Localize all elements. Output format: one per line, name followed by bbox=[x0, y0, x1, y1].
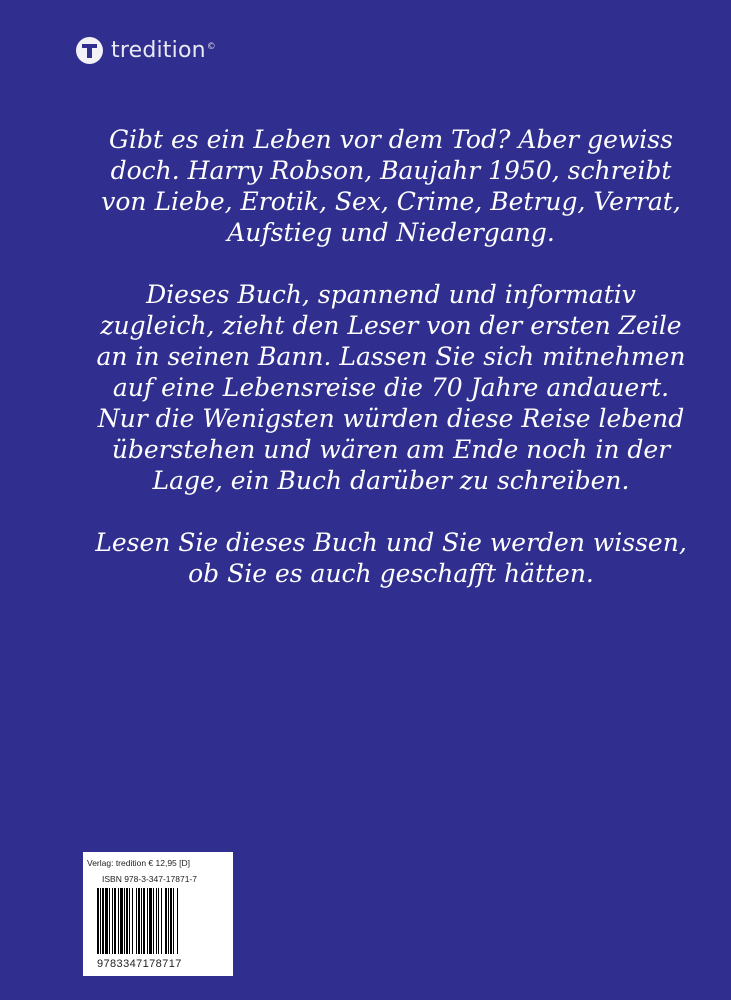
publisher-logo bbox=[76, 37, 216, 64]
isbn-label: ISBN 978-3-347-17871-7 bbox=[102, 874, 197, 884]
blurb-text bbox=[95, 124, 687, 620]
tredition-logo-icon bbox=[76, 37, 103, 64]
price-label: Verlag: tredition € 12,95 [D] bbox=[87, 858, 191, 868]
publisher-name: tredition© bbox=[111, 38, 216, 63]
barcode-space bbox=[178, 888, 180, 954]
blurb-paragraph: Dieses Buch, spannend und informativ zugleich, zieht den Leser von der ersten Zeile an in seinen Bann. Lassen Sie sich mitnehmen auf eine Lebensreise die 70 Jahre andauert. Nur die Wenigsten würden diese Reise lebend überstehen und wären am Ende noch in der Lage, ein Buch darüber zu schreiben. bbox=[96, 280, 686, 495]
barcode-bars bbox=[97, 888, 219, 954]
isbn-barcode-box bbox=[83, 852, 233, 976]
blurb-paragraph: Lesen Sie dieses Buch und Sie werden wissen, ob Sie es auch geschafft hätten. bbox=[95, 528, 687, 588]
barcode-digits: 9783347178717 bbox=[97, 958, 182, 970]
blurb-paragraph: Gibt es ein Leben vor dem Tod? Aber gewiss doch. Harry Robson, Baujahr 1950, schreibt von Liebe, Erotik, Sex, Crime, Betrug, Verrat, Aufstieg und Niedergang. bbox=[101, 125, 681, 247]
